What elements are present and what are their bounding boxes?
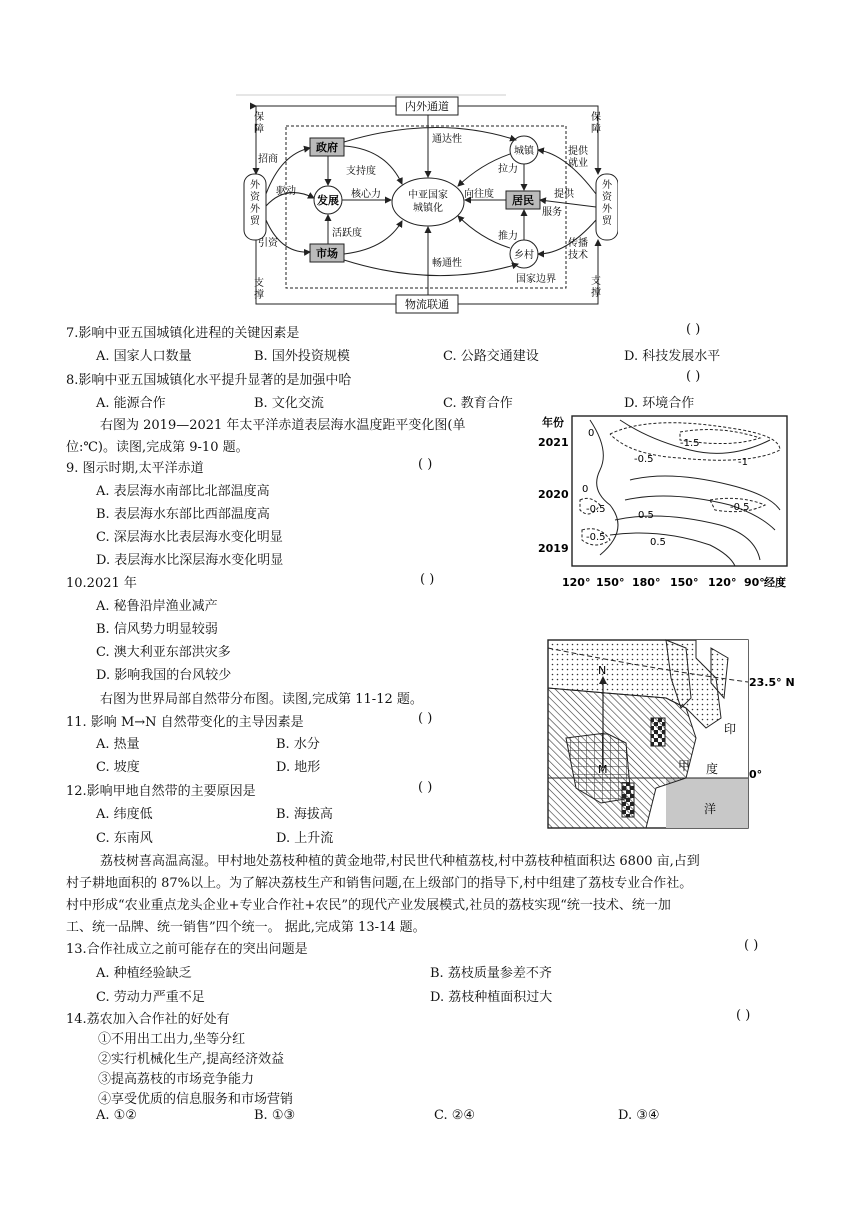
q8-paren: ( ) — [686, 369, 701, 384]
q10-paren: ( ) — [420, 572, 435, 587]
xtick-6: 90° — [744, 576, 765, 589]
q8-option-b[interactable]: B. 文化交流 — [254, 396, 324, 411]
q13-option-c[interactable]: C. 劳动力严重不足 — [96, 990, 205, 1005]
svg-text:-0.5: -0.5 — [634, 454, 654, 465]
q8-option-a[interactable]: A. 能源合作 — [96, 396, 166, 411]
left-box-label: 外资外贸 — [250, 180, 260, 227]
svg-text:提供就业: 提供就业 — [568, 146, 588, 169]
svg-text:传播技术: 传播技术 — [568, 238, 588, 261]
q12-option-b[interactable]: B. 海拔高 — [276, 807, 333, 822]
q7-paren: ( ) — [686, 322, 701, 337]
q14-option-a[interactable]: A. ①② — [96, 1108, 137, 1123]
q10-option-c[interactable]: C. 澳大利亚东部洪灾多 — [96, 645, 231, 660]
urbanization-diagram — [236, 94, 618, 316]
q11-stem: 11. 影响 M→N 自然带变化的主导因素是 — [66, 715, 304, 730]
svg-text:-0.5: -0.5 — [586, 532, 606, 543]
svg-text:-0.5: -0.5 — [586, 504, 606, 515]
map-yang: 洋 — [704, 802, 717, 816]
xtick-1: 120° — [562, 576, 591, 589]
q12-paren: ( ) — [418, 780, 433, 795]
map-yin: 印 — [724, 722, 737, 736]
svg-text:0: 0 — [588, 428, 595, 439]
svg-text:驱动: 驱动 — [276, 186, 296, 197]
svg-text:-1.5: -1.5 — [680, 438, 700, 449]
map-n: N — [598, 664, 607, 677]
svg-text:推力: 推力 — [498, 231, 518, 242]
q8-stem: 8.影响中亚五国城镇化水平提升显著的是加强中哈 — [66, 373, 352, 388]
q11-option-b[interactable]: B. 水分 — [276, 737, 320, 752]
map-lat-0: 0° — [749, 768, 763, 781]
svg-text:0: 0 — [582, 484, 589, 495]
q11-option-c[interactable]: C. 坡度 — [96, 760, 140, 775]
q11-option-d[interactable]: D. 地形 — [276, 760, 321, 775]
q11-paren: ( ) — [418, 711, 433, 726]
market-label: 市场 — [316, 247, 338, 260]
intro-11-12: 右图为世界局部自然带分布图。读图,完成第 11-12 题。 — [100, 692, 423, 707]
q10-option-b[interactable]: B. 信风势力明显较弱 — [96, 622, 218, 637]
residents-label: 居民 — [512, 194, 534, 207]
svg-text:支撑: 支撑 — [591, 276, 601, 299]
svg-text:-1: -1 — [738, 457, 748, 468]
xtick-4: 150° — [670, 576, 699, 589]
q9-option-a[interactable]: A. 表层海水南部比北部温度高 — [96, 484, 270, 499]
year-2019: 2019 — [538, 542, 569, 555]
q14-item-2: ②实行机械化生产,提高经济效益 — [98, 1052, 285, 1067]
year-2021: 2021 — [538, 436, 569, 449]
village-label: 乡村 — [514, 250, 534, 261]
svg-text:通达性: 通达性 — [432, 134, 462, 145]
q7-option-d[interactable]: D. 科技发展水平 — [624, 349, 721, 364]
svg-text:保障: 保障 — [254, 112, 264, 135]
center-node — [392, 178, 464, 226]
q9-option-b[interactable]: B. 表层海水东部比西部温度高 — [96, 507, 270, 522]
year-2020: 2020 — [538, 488, 569, 501]
q10-option-d[interactable]: D. 影响我国的台风较少 — [96, 668, 232, 683]
q9-option-d[interactable]: D. 表层海水比深层海水变化明显 — [96, 553, 284, 568]
svg-text:国家边界: 国家边界 — [516, 274, 556, 285]
q14-option-b[interactable]: B. ①③ — [254, 1108, 296, 1123]
q12-option-a[interactable]: A. 纬度低 — [96, 807, 153, 822]
svg-text:支撑: 支撑 — [254, 278, 264, 301]
map-m: M — [598, 763, 608, 776]
q14-item-1: ①不用出工出力,坐等分红 — [98, 1032, 246, 1047]
svg-text:活跃度: 活跃度 — [332, 228, 362, 239]
right-box-label: 外资外贸 — [602, 180, 612, 227]
svg-text:支持度: 支持度 — [346, 166, 376, 177]
svg-text:向往度: 向往度 — [464, 189, 494, 200]
xtick-2: 150° — [596, 576, 625, 589]
passage-line-3: 村中形成“农业重点龙头企业+专业合作社+农民”的现代产业发展模式,社员的荔枝实现“统一技术、统一加 — [66, 898, 671, 913]
svg-text:保障: 保障 — [591, 112, 601, 135]
q9-option-c[interactable]: C. 深层海水比表层海水变化明显 — [96, 530, 283, 545]
xtick-5: 120° — [708, 576, 737, 589]
q13-option-a[interactable]: A. 种植经验缺乏 — [96, 966, 192, 981]
q7-option-c[interactable]: C. 公路交通建设 — [443, 349, 539, 364]
svg-text:畅通性: 畅通性 — [432, 258, 462, 269]
q14-option-d[interactable]: D. ③④ — [618, 1108, 660, 1123]
passage-line-1: 荔枝树喜高温高湿。甲村地处荔枝种植的黄金地带,村民世代种植荔枝,村中荔枝种植面积达 6800 亩,占到 — [100, 854, 700, 869]
svg-text:引资: 引资 — [258, 238, 278, 249]
intro-9-10-line1: 右图为 2019—2021 年太平洋赤道表层海水温度距平变化图(单 — [100, 418, 466, 433]
xunit: 经度 — [764, 576, 786, 589]
q14-item-3: ③提高荔枝的市场竞争能力 — [98, 1072, 255, 1087]
chart-ylabel: 年份 — [542, 416, 564, 429]
q12-stem: 12.影响甲地自然带的主要原因是 — [66, 784, 256, 799]
q12-option-d[interactable]: D. 上升流 — [276, 831, 334, 846]
svg-text:招商: 招商 — [258, 154, 278, 165]
map-jia: 甲 — [678, 759, 691, 773]
q9-paren: ( ) — [418, 457, 433, 472]
q13-stem: 13.合作社成立之前可能存在的突出问题是 — [66, 942, 308, 957]
q12-option-c[interactable]: C. 东南风 — [96, 831, 153, 846]
map-lat-n: 23.5° N — [749, 676, 795, 689]
q14-paren: ( ) — [736, 1008, 751, 1023]
svg-text:拉力: 拉力 — [498, 164, 518, 175]
center-label-1: 中亚国家 — [408, 190, 448, 201]
q8-option-d[interactable]: D. 环境合作 — [624, 396, 695, 411]
q14-option-c[interactable]: C. ②④ — [434, 1108, 476, 1123]
q11-option-a[interactable]: A. 热量 — [96, 737, 140, 752]
bottom-box-label: 物流联通 — [405, 298, 449, 311]
q10-option-a[interactable]: A. 秘鲁沿岸渔业减产 — [96, 599, 218, 614]
svg-text:提供服务: 提供服务 — [542, 189, 574, 218]
passage-line-4: 工、统一品牌、统一销售”四个统一。 据此,完成第 13-14 题。 — [66, 920, 426, 935]
towns-label: 城镇 — [514, 146, 534, 157]
top-box-label: 内外通道 — [405, 100, 449, 113]
intro-9-10-line2: 位:℃)。读图,完成第 9-10 题。 — [66, 440, 249, 455]
q7-option-b[interactable]: B. 国外投资规模 — [254, 349, 350, 364]
q10-stem: 10.2021 年 — [66, 576, 137, 591]
q7-stem: 7.影响中亚五国城镇化进程的关键因素是 — [66, 326, 300, 341]
svg-text:0.5: 0.5 — [650, 537, 666, 548]
svg-text:0.5: 0.5 — [638, 510, 654, 521]
svg-text:-0.5: -0.5 — [730, 502, 750, 513]
passage-line-2: 村子耕地面积的 87%以上。为了解决荔枝生产和销售问题,在上级部门的指导下,村中组建了荔枝专业合作社。 — [66, 876, 693, 891]
q8-option-c[interactable]: C. 教育合作 — [443, 396, 513, 411]
q7-option-a[interactable]: A. 国家人口数量 — [96, 349, 192, 364]
sst-anomaly-chart — [530, 410, 792, 592]
q13-option-b[interactable]: B. 荔枝质量参差不齐 — [430, 966, 552, 981]
map-du: 度 — [706, 762, 719, 776]
xtick-3: 180° — [632, 576, 661, 589]
natural-zone-map — [546, 638, 796, 832]
svg-text:核心力: 核心力 — [351, 189, 381, 200]
q13-option-d[interactable]: D. 荔枝种植面积过大 — [430, 990, 553, 1005]
q13-paren: ( ) — [744, 938, 759, 953]
q14-item-4: ④享受优质的信息服务和市场营销 — [98, 1092, 294, 1107]
q9-stem: 9. 图示时期,太平洋赤道 — [66, 461, 204, 476]
develop-label: 发展 — [317, 194, 339, 207]
center-label-2: 城镇化 — [413, 203, 443, 214]
q14-stem: 14.荔农加入合作社的好处有 — [66, 1012, 230, 1027]
gov-label: 政府 — [316, 141, 338, 154]
